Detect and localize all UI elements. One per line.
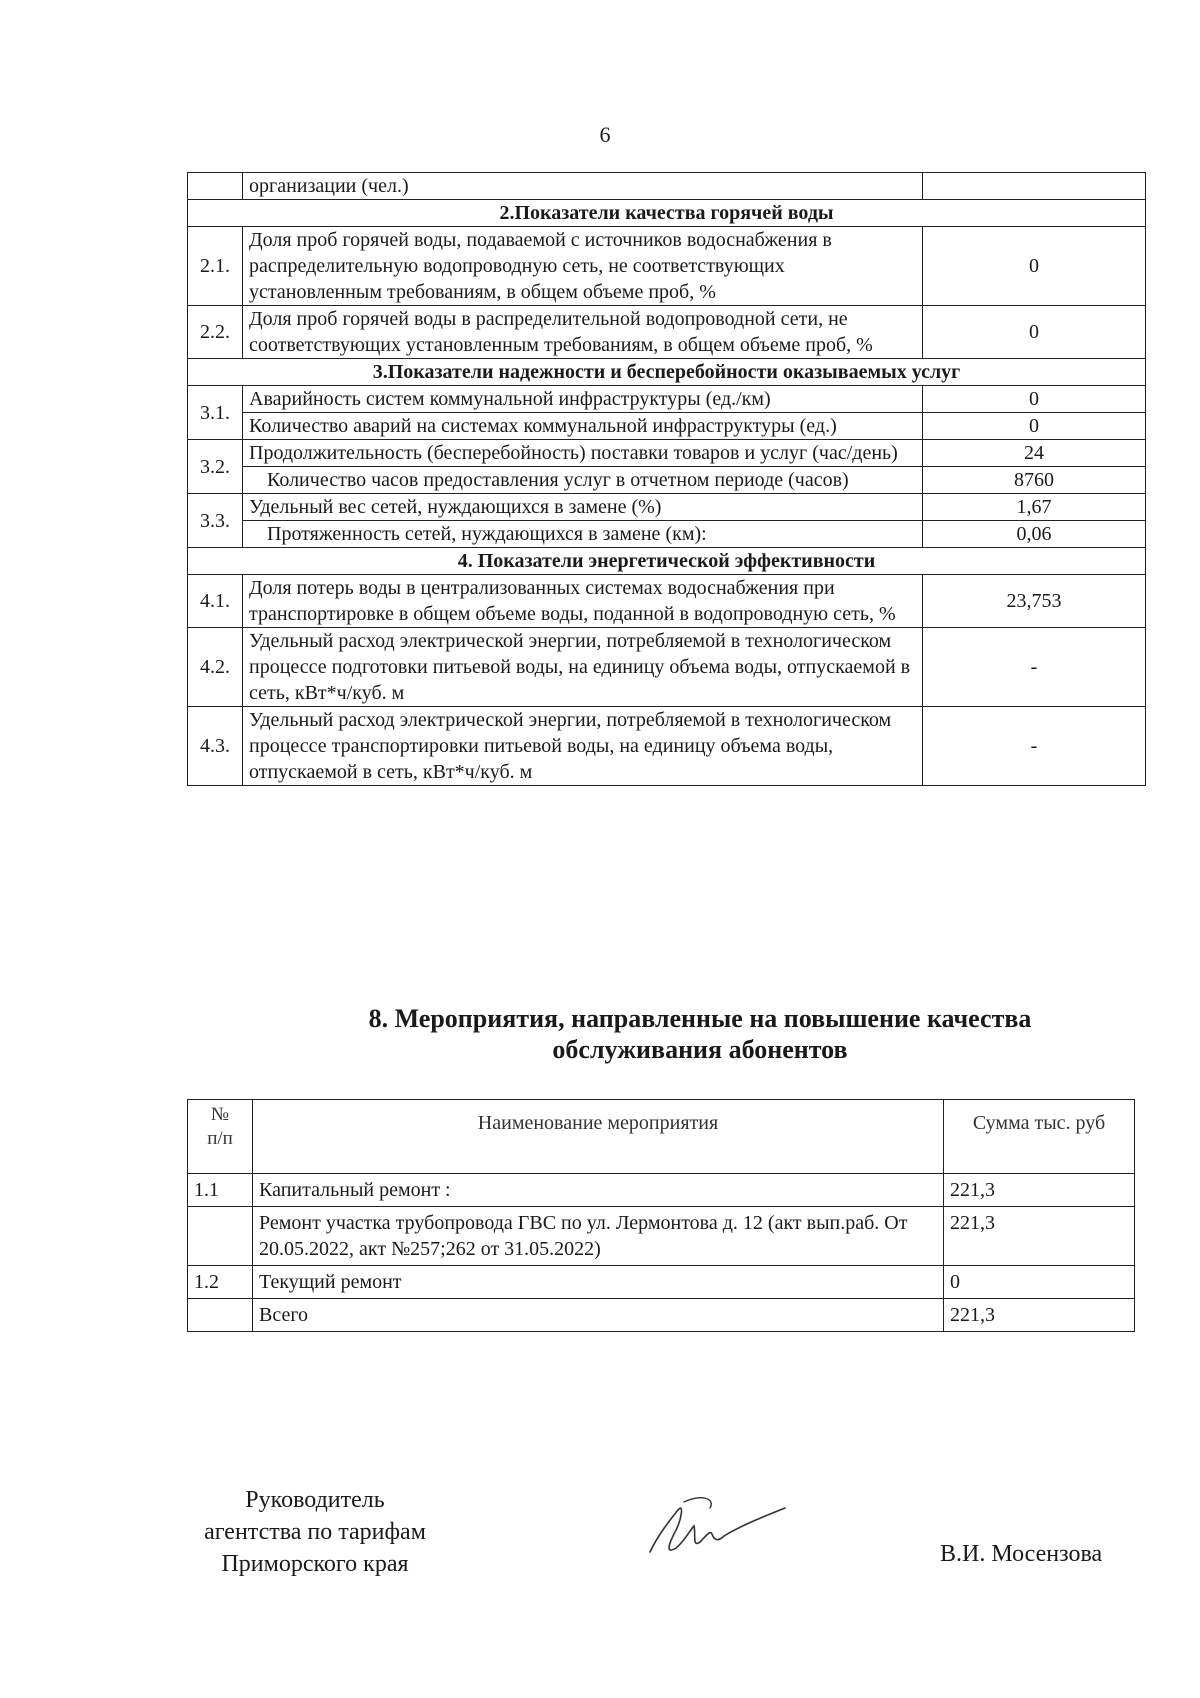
indicator-name: Удельный вес сетей, нуждающихся в замене (%) bbox=[243, 494, 923, 521]
indicator-value: 0 bbox=[923, 413, 1146, 440]
table-row bbox=[188, 227, 1146, 306]
row-number: 4.1. bbox=[188, 575, 243, 628]
section-8-title-line2: обслуживания абонентов bbox=[552, 1035, 848, 1064]
indicator-value bbox=[923, 173, 1146, 200]
measure-name: Всего bbox=[253, 1299, 944, 1332]
table-row bbox=[188, 440, 1146, 467]
indicator-name: Доля потерь воды в централизованных системах водоснабжения при транспортировке в общем объеме воды, поданной в водопроводную сеть, % bbox=[243, 575, 923, 628]
table-row bbox=[188, 1174, 1135, 1207]
table-row bbox=[188, 386, 1146, 413]
table-row bbox=[188, 1207, 1135, 1266]
measure-name: Капитальный ремонт : bbox=[253, 1174, 944, 1207]
header-sum: Сумма тыс. руб bbox=[944, 1100, 1135, 1174]
indicator-value: - bbox=[923, 628, 1146, 707]
measures-table bbox=[187, 1099, 1135, 1332]
table-row bbox=[188, 467, 1146, 494]
section-row bbox=[188, 548, 1146, 575]
table-row bbox=[188, 1266, 1135, 1299]
table-row bbox=[188, 494, 1146, 521]
section-title: 3.Показатели надежности и бесперебойности оказываемых услуг bbox=[188, 359, 1146, 386]
section-title: 2.Показатели качества горячей воды bbox=[188, 200, 1146, 227]
indicators-table bbox=[187, 172, 1146, 786]
header-measure-name: Наименование мероприятия bbox=[253, 1100, 944, 1174]
measure-name: Текущий ремонт bbox=[253, 1266, 944, 1299]
row-number bbox=[188, 1299, 253, 1332]
signatory-position bbox=[185, 1484, 445, 1580]
indicator-name: Количество аварий на системах коммунальной инфраструктуры (ед.) bbox=[243, 413, 923, 440]
table-row bbox=[188, 707, 1146, 786]
indicator-name: Доля проб горячей воды в распределительной водопроводной сети, не соответствующих установленным требованиям, в общем объеме проб, % bbox=[243, 306, 923, 359]
row-number: 1.2 bbox=[188, 1266, 253, 1299]
row-number: 4.3. bbox=[188, 707, 243, 786]
row-number bbox=[188, 1207, 253, 1266]
signer-name: В.И. Мосензова bbox=[940, 1541, 1103, 1567]
row-number: 2.2. bbox=[188, 306, 243, 359]
measure-name: Ремонт участка трубопровода ГВС по ул. Лермонтова д. 12 (акт вып.раб. От 20.05.2022, акт №257;262 от 31.05.2022) bbox=[253, 1207, 944, 1266]
handwritten-signature bbox=[640, 1490, 790, 1570]
row-number: 2.1. bbox=[188, 227, 243, 306]
row-number: 3.3. bbox=[188, 494, 243, 548]
indicator-name: организации (чел.) bbox=[243, 173, 923, 200]
row-number bbox=[188, 173, 243, 200]
row-number: 1.1 bbox=[188, 1174, 253, 1207]
indicator-value: - bbox=[923, 707, 1146, 786]
measure-sum: 221,3 bbox=[944, 1299, 1135, 1332]
indicator-name: Протяженность сетей, нуждающихся в замене (км): bbox=[243, 521, 923, 548]
header-number-line2: п/п bbox=[207, 1128, 233, 1149]
table-row bbox=[188, 306, 1146, 359]
indicator-value: 8760 bbox=[923, 467, 1146, 494]
table-row bbox=[188, 628, 1146, 707]
row-number: 3.1. bbox=[188, 386, 243, 440]
table-row bbox=[188, 413, 1146, 440]
row-number: 4.2. bbox=[188, 628, 243, 707]
section-row bbox=[188, 359, 1146, 386]
indicator-name: Продолжительность (бесперебойность) поставки товаров и услуг (час/день) bbox=[243, 440, 923, 467]
table-row bbox=[188, 1299, 1135, 1332]
indicator-value: 24 bbox=[923, 440, 1146, 467]
page-number: 6 bbox=[599, 122, 611, 147]
indicator-value: 0 bbox=[923, 306, 1146, 359]
indicator-name: Аварийность систем коммунальной инфраструктуры (ед./км) bbox=[243, 386, 923, 413]
table-row bbox=[188, 521, 1146, 548]
indicator-name: Доля проб горячей воды, подаваемой с источников водоснабжения в распределительную водопроводную сеть, не соответствующих установленным требованиям, в общем объеме проб, % bbox=[243, 227, 923, 306]
measure-sum: 0 bbox=[944, 1266, 1135, 1299]
table-row bbox=[188, 575, 1146, 628]
table-header-row bbox=[188, 1100, 1135, 1174]
indicator-name: Удельный расход электрической энергии, потребляемой в технологическом процессе транспортировки питьевой воды, на единицу объема воды, отпускаемой в сеть, кВт*ч/куб. м bbox=[243, 707, 923, 786]
row-number: 3.2. bbox=[188, 440, 243, 494]
section-row bbox=[188, 200, 1146, 227]
measure-sum: 221,3 bbox=[944, 1174, 1135, 1207]
indicator-name: Удельный расход электрической энергии, потребляемой в технологическом процессе подготовки питьевой воды, на единицу объема воды, отпускаемой в сеть, кВт*ч/куб. м bbox=[243, 628, 923, 707]
section-8-title-line1: 8. Мероприятия, направленные на повышение качества bbox=[368, 1004, 1032, 1033]
indicator-value: 0 bbox=[923, 227, 1146, 306]
section-8-heading bbox=[200, 1003, 1200, 1065]
indicator-name: Количество часов предоставления услуг в отчетном периоде (часов) bbox=[243, 467, 923, 494]
indicator-value: 0,06 bbox=[923, 521, 1146, 548]
position-line2: агентства по тарифам bbox=[204, 1519, 426, 1545]
section-title: 4. Показатели энергетической эффективности bbox=[188, 548, 1146, 575]
indicator-value: 0 bbox=[923, 386, 1146, 413]
table-row bbox=[188, 173, 1146, 200]
indicator-value: 23,753 bbox=[923, 575, 1146, 628]
indicator-value: 1,67 bbox=[923, 494, 1146, 521]
header-number bbox=[188, 1100, 253, 1174]
position-line1: Руководитель bbox=[245, 1487, 385, 1513]
header-number-line1: № bbox=[210, 1104, 230, 1125]
measure-sum: 221,3 bbox=[944, 1207, 1135, 1266]
position-line3: Приморского края bbox=[221, 1551, 409, 1577]
